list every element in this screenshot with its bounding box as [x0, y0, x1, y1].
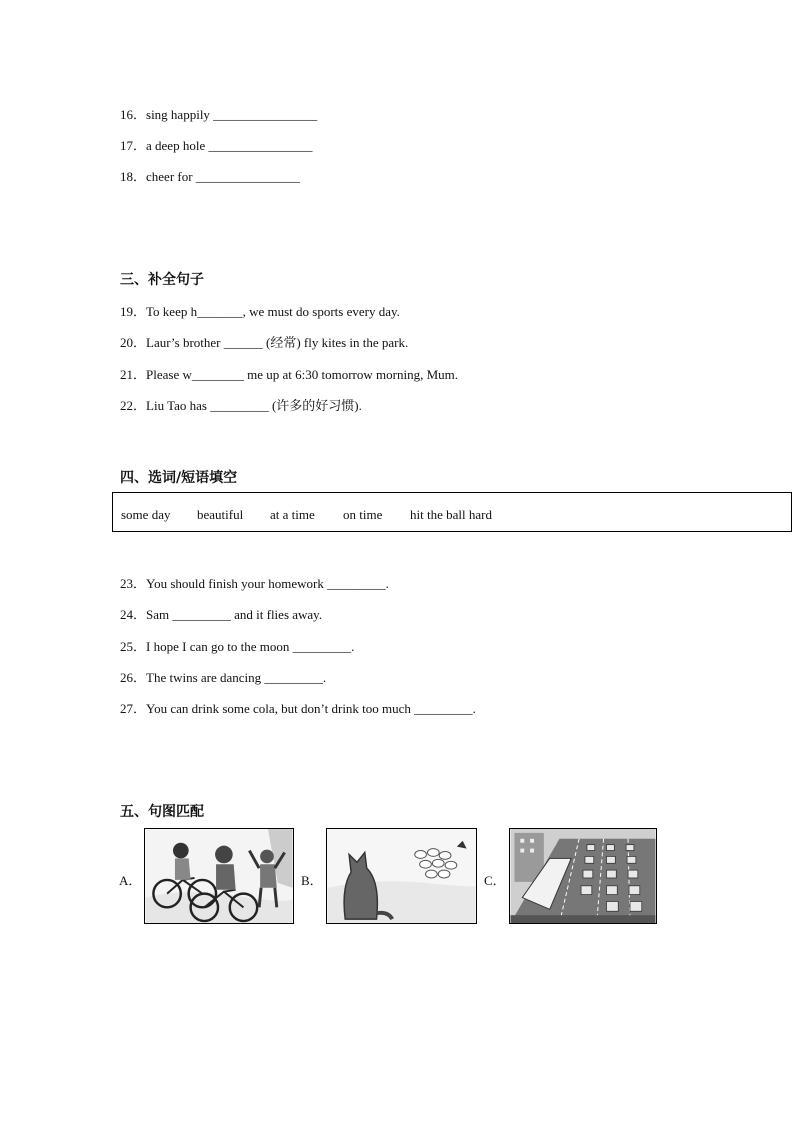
question-text: I hope I can go to the moon _________.	[146, 639, 355, 654]
question-text: The twins are dancing _________.	[146, 670, 327, 685]
question-text: To keep h_______, we must do sports every day.	[146, 304, 400, 319]
question-text: cheer for ________________	[146, 169, 300, 184]
picture-busy-traffic-road	[509, 828, 657, 924]
section-5-heading: 五、句图匹配	[120, 804, 204, 820]
question-number: 24．	[120, 607, 147, 622]
question-18	[120, 166, 300, 185]
question-number: 26．	[120, 670, 147, 685]
question-number: 19．	[120, 304, 147, 319]
option-b-label: B．	[301, 873, 323, 888]
question-16	[120, 104, 317, 123]
question-26	[120, 667, 326, 686]
question-text: Liu Tao has _________ (许多的好习惯).	[146, 398, 362, 413]
question-text: a deep hole ________________	[146, 138, 313, 153]
question-number: 20．	[120, 335, 147, 350]
word-bank-item: on time	[343, 507, 383, 522]
question-20	[120, 332, 408, 351]
question-19	[120, 301, 400, 320]
option-c-label: C．	[484, 873, 506, 888]
question-number: 27．	[120, 701, 147, 716]
option-a-label: A．	[119, 873, 142, 888]
question-text: Sam _________ and it flies away.	[146, 607, 323, 622]
word-bank-item: beautiful	[197, 507, 244, 522]
question-number: 16．	[120, 107, 147, 122]
bicycles-illustration	[145, 829, 293, 923]
question-text: You can drink some cola, but don’t drink too much _________.	[146, 701, 476, 716]
question-17	[120, 135, 312, 154]
picture-children-riding-bicycles	[144, 828, 294, 924]
word-bank-box	[112, 492, 792, 532]
word-bank-item: at a time	[270, 507, 315, 522]
question-number: 17．	[120, 138, 147, 153]
section-4-heading: 四、选词/短语填空	[120, 470, 238, 486]
question-21	[120, 364, 458, 383]
question-25	[120, 636, 354, 655]
question-number: 23．	[120, 576, 147, 591]
section-3-heading: 三、补全句子	[120, 272, 204, 288]
question-22	[120, 395, 362, 414]
question-number: 18．	[120, 169, 147, 184]
question-text: Laur’s brother ______ (经常) fly kites in the park.	[146, 335, 409, 350]
question-text: You should finish your homework _________.	[146, 576, 389, 591]
question-number: 22．	[120, 398, 147, 413]
word-bank-item: some day	[121, 507, 171, 522]
word-bank-item: hit the ball hard	[410, 507, 492, 522]
question-text: sing happily ________________	[146, 107, 318, 122]
question-number: 21．	[120, 367, 147, 382]
question-27	[120, 698, 476, 717]
traffic-illustration	[510, 829, 656, 923]
picture-wolf-watching-sheep	[326, 828, 477, 924]
wolf-illustration	[327, 829, 476, 923]
question-23	[120, 573, 389, 592]
question-number: 25．	[120, 639, 147, 654]
question-text: Please w________ me up at 6:30 tomorrow morning, Mum.	[146, 367, 458, 382]
question-24	[120, 604, 322, 623]
